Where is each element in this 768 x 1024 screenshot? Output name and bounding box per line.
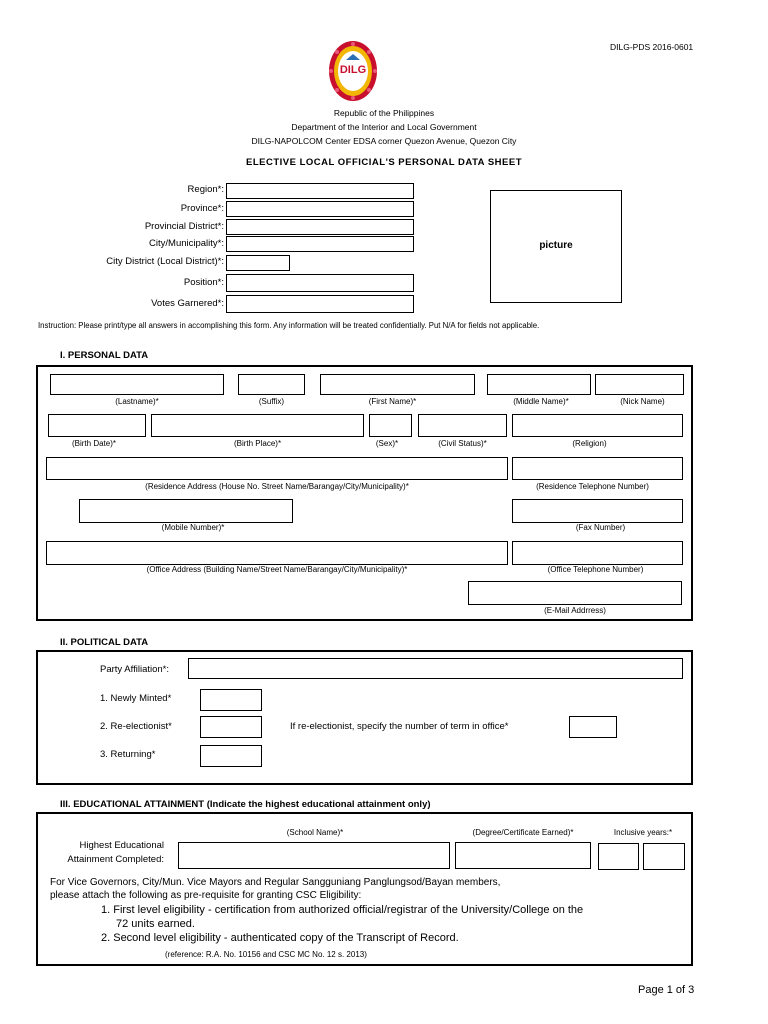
newly-minted-label: 1. Newly Minted* <box>100 693 172 704</box>
year-from-input[interactable] <box>598 843 639 870</box>
party-label: Party Affiliation*: <box>100 664 170 675</box>
birth-date-caption: (Birth Date)* <box>71 439 116 448</box>
birth-place-input[interactable] <box>151 414 364 437</box>
religion-caption: (Religion) <box>572 439 607 448</box>
mobile-caption: (Mobile Number)* <box>161 523 225 532</box>
header-line-3: DILG-NAPOLCOM Center EDSA corner Quezon Avenue, Quezon City <box>251 136 517 146</box>
provincial-district-input[interactable] <box>226 219 414 235</box>
terms-label: If re-electionist, specify the number of term in office* <box>290 721 509 732</box>
lastname-input[interactable] <box>50 374 224 395</box>
header-line-2: Department of the Interior and Local Government <box>291 122 477 132</box>
office-address-input[interactable] <box>46 541 508 565</box>
eligibility-note-1: For Vice Governors, City/Mun. Vice Mayors and Regular Sangguniang Panglungsod/Bayan members, <box>50 877 501 888</box>
education-title: III. EDUCATIONAL ATTAINMENT (Indicate the highest educational attainment only) <box>60 799 431 810</box>
religion-input[interactable] <box>512 414 683 437</box>
suffix-caption: (Suffix) <box>258 397 285 406</box>
votes-label: Votes Garnered*: <box>151 298 224 309</box>
degree-input[interactable] <box>455 842 591 869</box>
dilg-logo <box>328 40 378 102</box>
header-line-1: Republic of the Philippines <box>333 108 435 118</box>
sex-caption: (Sex)* <box>375 439 399 448</box>
middle-name-caption: (Middle Name)* <box>513 397 569 406</box>
middle-name-input[interactable] <box>487 374 591 395</box>
suffix-input[interactable] <box>238 374 305 395</box>
instruction-text: Instruction: Please print/type all answers in accomplishing this form. Any information will be treated confidentially. Put N/A for fields not applicable. <box>38 321 540 330</box>
first-name-input[interactable] <box>320 374 475 395</box>
political-data-title: II. POLITICAL DATA <box>60 637 149 648</box>
province-label: Province*: <box>180 203 224 214</box>
degree-caption: (Degree/Certificate Earned)* <box>472 828 574 837</box>
provincial-district-label: Provincial District*: <box>144 221 224 232</box>
residence-address-input[interactable] <box>46 457 508 480</box>
reference-note: (reference: R.A. No. 10156 and CSC MC No. 12 s. 2013) <box>165 950 367 959</box>
returning-input[interactable] <box>200 745 262 767</box>
eligibility-note-2: please attach the following as pre-requisite for granting CSC Eligibility: <box>50 890 362 901</box>
highest-education-label-2: Attainment Completed: <box>67 854 164 865</box>
inclusive-caption: Inclusive years:* <box>613 828 673 837</box>
form-code: DILG-PDS 2016-0601 <box>610 42 694 52</box>
school-name-input[interactable] <box>178 842 450 869</box>
email-caption: (E-Mail Addrress) <box>544 606 606 615</box>
reelectionist-label: 2. Re-electionist* <box>100 721 172 732</box>
picture-label: picture <box>539 240 573 251</box>
city-district-label: City District (Local District)*: <box>106 256 224 267</box>
votes-input[interactable] <box>226 295 414 313</box>
region-label: Region*: <box>187 184 224 195</box>
city-municipality-label: City/Municipality*: <box>149 238 224 249</box>
personal-data-title: I. PERSONAL DATA <box>60 350 149 361</box>
logo-text: DILG <box>339 64 367 76</box>
city-municipality-input[interactable] <box>226 236 414 252</box>
office-address-caption: (Office Address (Building Name/Street Name/Barangay/City/Municipality)* <box>146 565 408 574</box>
year-to-input[interactable] <box>643 843 685 870</box>
nick-name-caption: (Nick Name) <box>620 397 665 406</box>
nick-name-input[interactable] <box>595 374 684 395</box>
eligibility-item-1b: 72 units earned. <box>116 918 195 930</box>
position-input[interactable] <box>226 274 414 292</box>
office-tel-caption: (Office Telephone Number) <box>547 565 644 574</box>
region-input[interactable] <box>226 183 414 199</box>
lastname-caption: (Lastname)* <box>115 397 159 406</box>
fax-input[interactable] <box>512 499 683 523</box>
civil-status-caption: (Civil Status)* <box>438 439 487 448</box>
reelectionist-input[interactable] <box>200 716 262 738</box>
city-district-input[interactable] <box>226 255 290 271</box>
form-title: ELECTIVE LOCAL OFFICIAL'S PERSONAL DATA SHEET <box>246 157 522 168</box>
party-input[interactable] <box>188 658 683 679</box>
mobile-input[interactable] <box>79 499 293 523</box>
residence-tel-input[interactable] <box>512 457 683 480</box>
birth-place-caption: (Birth Place)* <box>233 439 282 448</box>
civil-status-input[interactable] <box>418 414 507 437</box>
school-name-caption: (School Name)* <box>286 828 344 837</box>
fax-caption: (Fax Number) <box>575 523 626 532</box>
first-name-caption: (First Name)* <box>368 397 417 406</box>
office-tel-input[interactable] <box>512 541 683 565</box>
newly-minted-input[interactable] <box>200 689 262 711</box>
residence-address-caption: (Residence Address (House No. Street Name/Barangay/City/Municipality)* <box>145 482 409 491</box>
province-input[interactable] <box>226 201 414 217</box>
birth-date-input[interactable] <box>48 414 146 437</box>
residence-tel-caption: (Residence Telephone Number) <box>536 482 649 491</box>
page-number: Page 1 of 3 <box>638 984 695 996</box>
eligibility-item-2: 2. Second level eligibility - authenticated copy of the Transcript of Record. <box>101 932 459 944</box>
highest-education-label-1: Highest Educational <box>79 840 164 851</box>
eligibility-item-1a: 1. First level eligibility - certification from authorized official/registrar of the University/College on the <box>101 904 584 916</box>
email-input[interactable] <box>468 581 682 605</box>
sex-input[interactable] <box>369 414 412 437</box>
terms-input[interactable] <box>569 716 617 738</box>
position-label: Position*: <box>183 277 224 288</box>
returning-label: 3. Returning* <box>100 749 156 760</box>
